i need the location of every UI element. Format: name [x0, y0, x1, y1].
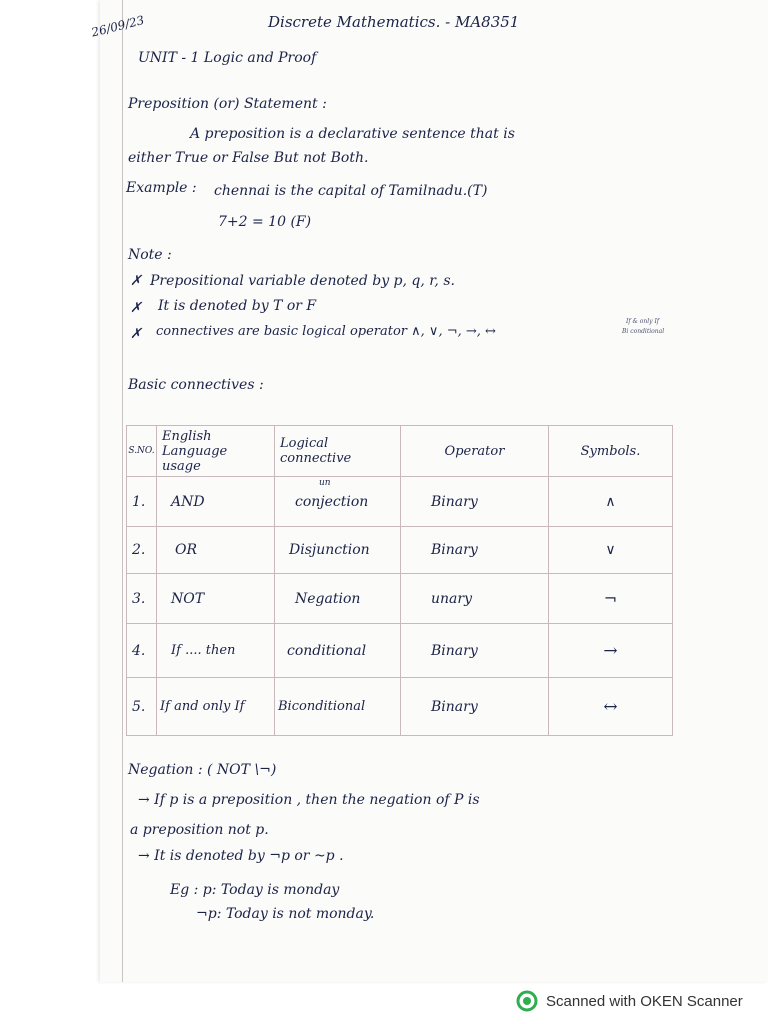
cell-logical: Negation — [275, 574, 401, 624]
correction-note: un — [319, 478, 331, 488]
side-note-line2: Bi conditional — [622, 328, 665, 335]
note-item-2: It is denoted by T or F — [158, 298, 317, 314]
cell-logical: Biconditional — [275, 678, 401, 736]
note-item-3: connectives are basic logical operator ∧, ∨, ¬, →, ↔ — [156, 324, 496, 339]
negation-line2: a preposition not p. — [130, 822, 269, 838]
cell-sno: 1. — [127, 477, 157, 527]
proposition-definition-line1: A preposition is a declarative sentence that is — [190, 126, 515, 142]
cell-sno: 4. — [127, 624, 157, 678]
negation-example-1: Eg : p: Today is monday — [170, 882, 340, 898]
cell-logical: Disjunction — [275, 527, 401, 574]
cell-symbol: ↔ — [549, 678, 673, 736]
cell-english: If and only If — [157, 678, 275, 736]
cell-operator: Binary — [401, 527, 549, 574]
cell-operator: unary — [401, 574, 549, 624]
table-row — [127, 678, 673, 736]
cell-english: AND — [157, 477, 275, 527]
header-operator: Operator — [401, 426, 549, 477]
table-row — [127, 527, 673, 574]
cell-sno: 3. — [127, 574, 157, 624]
note-bullet-2: ✗ — [130, 300, 142, 316]
negation-line3: → It is denoted by ¬p or ~p . — [138, 848, 344, 864]
proposition-definition-line2: either True or False But not Both. — [128, 150, 369, 166]
note-heading: Note : — [128, 247, 172, 263]
header-english: English Language usage — [157, 426, 275, 477]
connectives-heading: Basic connectives : — [128, 377, 264, 393]
header-logical: Logical connective — [275, 426, 401, 477]
cell-logical — [275, 477, 401, 527]
cell-english: NOT — [157, 574, 275, 624]
example-line2: 7+2 = 10 (F) — [218, 214, 312, 230]
page-date: 26/09/23 — [90, 12, 146, 40]
cell-english: If .... then — [157, 624, 275, 678]
cell-symbol: ∧ — [549, 477, 673, 527]
negation-heading: Negation : ( NOT \¬) — [128, 762, 277, 778]
negation-line1: → If p is a preposition , then the negation of P is — [138, 792, 480, 808]
scanner-watermark — [516, 990, 743, 1012]
header-sno: S.NO. — [127, 426, 157, 477]
cell-logical-text: conjection — [295, 493, 369, 510]
negation-example-2: ¬p: Today is not monday. — [196, 906, 375, 922]
cell-logical: conditional — [275, 624, 401, 678]
connectives-table — [126, 425, 673, 736]
note-bullet-1: ✗ — [130, 273, 142, 289]
side-note-line1: If & only If — [626, 318, 660, 325]
table-row — [127, 477, 673, 527]
cell-operator: Binary — [401, 678, 549, 736]
table-row — [127, 574, 673, 624]
note-bullet-3: ✗ — [130, 326, 142, 342]
note-item-1: Prepositional variable denoted by p, q, r, s. — [150, 273, 455, 289]
unit-heading: UNIT - 1 Logic and Proof — [138, 50, 317, 66]
example-line1: chennai is the capital of Tamilnadu.(T) — [214, 183, 488, 199]
scanner-text: Scanned with OKEN Scanner — [546, 992, 743, 1010]
cell-sno: 2. — [127, 527, 157, 574]
cell-operator: Binary — [401, 624, 549, 678]
cell-symbol: ∨ — [549, 527, 673, 574]
oken-scanner-logo-icon — [516, 990, 538, 1012]
cell-sno: 5. — [127, 678, 157, 736]
proposition-heading: Preposition (or) Statement : — [128, 96, 327, 112]
example-label: Example : — [126, 180, 197, 196]
cell-english: OR — [157, 527, 275, 574]
table-row — [127, 624, 673, 678]
cell-operator: Binary — [401, 477, 549, 527]
cell-symbol: → — [549, 624, 673, 678]
page-title: Discrete Mathematics. - MA8351 — [268, 13, 520, 31]
table-header-row — [127, 426, 673, 477]
cell-symbol: ¬ — [549, 574, 673, 624]
header-symbol: Symbols. — [549, 426, 673, 477]
margin-line — [122, 0, 123, 982]
